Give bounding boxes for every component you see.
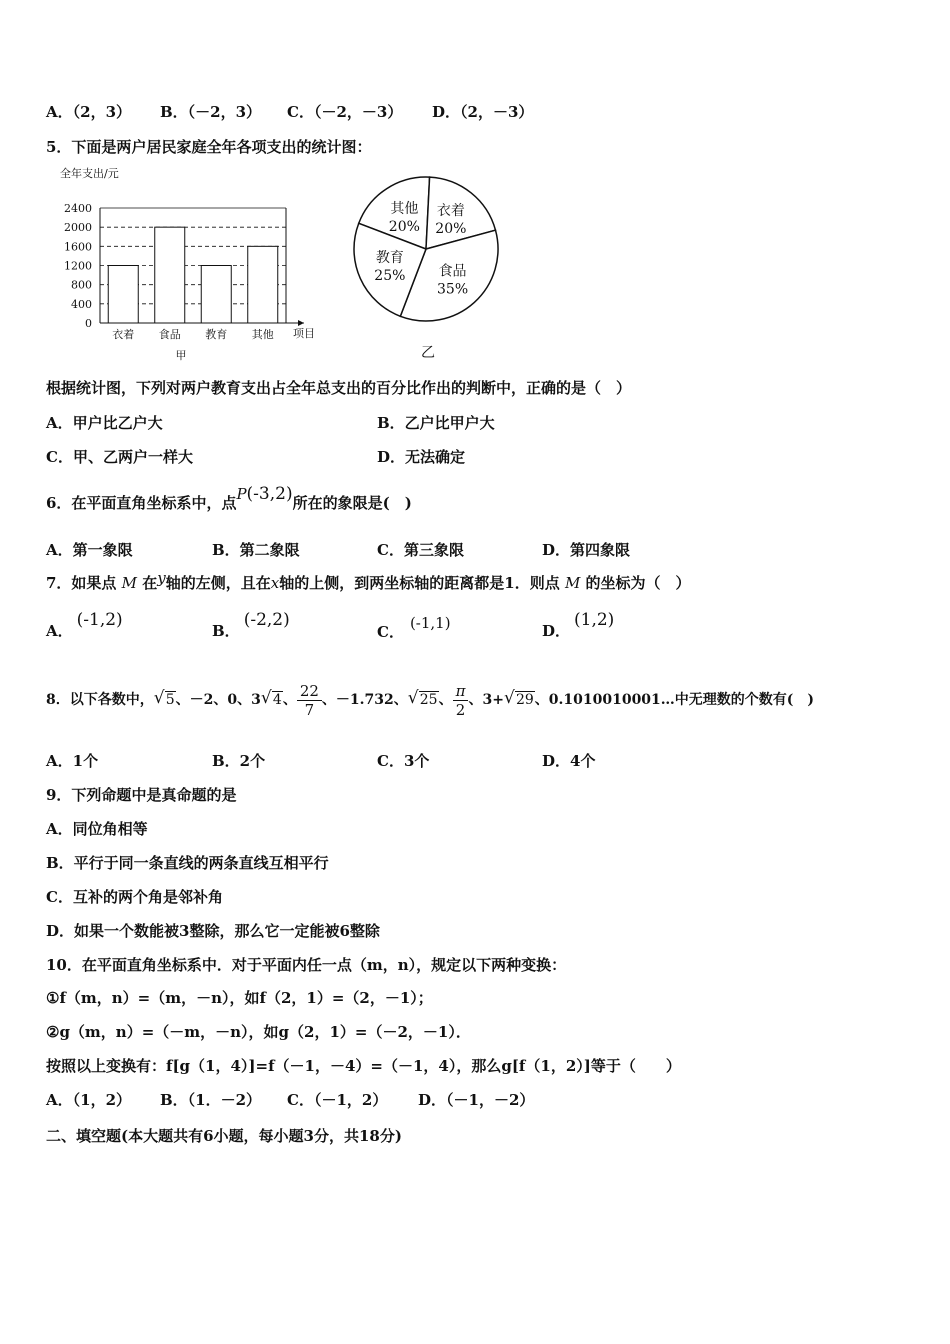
q8-option-b: B．2个 [212, 752, 266, 770]
bar-0 [108, 266, 138, 324]
bar-chart-xtick: 其他 [251, 328, 274, 341]
q6-prefix: 6．在平面直角坐标系中，点 [46, 494, 237, 512]
q8-option-a: A．1个 [46, 752, 99, 770]
q7-option-a-value: (-1,2) [76, 610, 123, 630]
q7-text-3: 轴的左侧，且在 [165, 574, 271, 592]
pie-slice-percent: 20% [435, 221, 467, 238]
q7-option-c-label: C． [377, 623, 404, 641]
q9-option-c: C．互补的两个角是邻补角 [46, 888, 223, 906]
q7-option-a [46, 610, 123, 640]
q7-text-5: 的坐标为（ ） [585, 574, 691, 592]
q5-option-a: A．甲户比乙户大 [46, 414, 163, 432]
q7-option-b-label: B． [212, 622, 240, 640]
q7-point-m: M [121, 574, 138, 592]
pie-chart [348, 163, 508, 363]
q8-text-1: 、－2、0、3 [175, 692, 261, 708]
bar-chart-ylabel: 全年支出/元 [60, 167, 119, 180]
q9-option-a: A．同位角相等 [46, 820, 148, 838]
q5-option-b: B．乙户比甲户大 [377, 414, 495, 432]
q10-example: 按照以上变换有：f[g（1，4）]=f（－1，－4）=（－1，4），那么g[f（1，2）]等于（ ） [46, 1057, 681, 1075]
q8-frac-22-7 [297, 682, 322, 719]
q8-sqrt-5: √ 5 [153, 688, 175, 708]
q8-sqrt-4-value: 4 [272, 692, 282, 708]
q7-option-c-value: (-1,1) [409, 614, 451, 632]
bar-chart-ytick: 1200 [64, 259, 92, 273]
bar-chart-ytick: 800 [71, 278, 92, 292]
q7-option-b-value: (-2,2) [243, 610, 290, 630]
q8-option-d: D．4个 [542, 752, 596, 770]
section-2-title: 二、填空题(本大题共有6小题，每小题3分，共18分) [46, 1127, 402, 1145]
q8-frac-pi-2 [453, 682, 469, 719]
bar-chart-ytick: 1600 [64, 240, 92, 254]
q8-text-5: 、3+ [468, 692, 504, 708]
bar-chart-xtick: 衣着 [112, 328, 135, 341]
pie-chart-caption: 乙 [421, 345, 435, 361]
q7-text-1: 7．如果点 [46, 574, 117, 592]
bar-2 [201, 266, 231, 324]
q7-option-b [212, 610, 290, 640]
q8-sqrt-29: √ 29 [503, 688, 534, 708]
bar-chart-ytick: 2400 [64, 202, 92, 215]
pie-slice-label: 食品 [438, 263, 467, 280]
q9-stem: 9．下列命题中是真命题的是 [46, 786, 237, 804]
q7-point-m-2: M [564, 574, 581, 592]
q8-sqrt-25-value: 25 [419, 692, 438, 708]
q5-option-c: C．甲、乙两户一样大 [46, 448, 193, 466]
q8-frac-22-7-num: 22 [299, 681, 319, 700]
q5-option-d: D．无法确定 [377, 448, 466, 466]
q7-option-d-label: D． [542, 622, 571, 640]
q6-suffix: 所在的象限是( ) [292, 494, 412, 512]
pie-slice-percent: 20% [388, 218, 420, 235]
pie-slice-percent: 25% [374, 268, 406, 285]
q4-option-b: B．（－2，3） [160, 103, 262, 121]
q6-stem [46, 484, 412, 513]
q7-option-d [542, 610, 615, 640]
q8-stem [46, 670, 814, 730]
bar-chart [46, 163, 336, 363]
q6-coords: (-3,2) [246, 484, 293, 504]
q7-axis-y: y [157, 569, 166, 587]
q7-option-d-value: (1,2) [574, 610, 615, 630]
q8-sqrt-25: √ 25 [407, 688, 438, 708]
q10-stem: 10．在平面直角坐标系中．对于平面内任一点（m，n），规定以下两种变换： [46, 956, 567, 974]
q6-option-d: D．第四象限 [542, 541, 631, 559]
q6-point: P [236, 485, 247, 503]
q7-stem [46, 569, 691, 593]
q8-option-c: C．3个 [377, 752, 430, 770]
q5-stem: 5．下面是两户居民家庭全年各项支出的统计图： [46, 138, 372, 156]
q8-sqrt-29-value: 29 [515, 692, 534, 708]
q8-text-2: 、 [282, 692, 297, 708]
bar-chart-xtick: 食品 [158, 328, 181, 341]
q8-frac-pi-2-den: 2 [453, 700, 469, 719]
q5-question: 根据统计图，下列对两户教育支出占全年总支出的百分比作出的判断中，正确的是（ ） [46, 379, 632, 397]
pie-slice-percent: 35% [437, 281, 469, 298]
q8-sqrt-5-value: 5 [165, 692, 175, 708]
q9-option-d: D．如果一个数能被3整除，那么它一定能被6整除 [46, 922, 380, 940]
bar-chart-ytick: 400 [71, 297, 92, 311]
q4-option-d: D．（2，－3） [432, 103, 534, 121]
pie-slice-label: 其他 [390, 200, 419, 217]
bar-chart-xlabel: 项目 [293, 327, 315, 340]
q7-axis-x: x [270, 574, 280, 592]
q10-option-c: C．（－1，2） [287, 1091, 388, 1109]
pie-slice-label: 教育 [375, 250, 404, 267]
bar-3 [248, 246, 278, 323]
q10-rule-2: ②g（m，n）=（－m，－n），如g（2，1）=（－2，－1）． [46, 1023, 471, 1041]
q7-option-a-label: A． [46, 622, 73, 640]
bar-chart-x-axis-arrow [298, 320, 304, 326]
q9-option-b: B．平行于同一条直线的两条直线互相平行 [46, 854, 329, 872]
pie-slice-label: 衣着 [436, 203, 465, 220]
q8-frac-pi-2-num: π [455, 681, 466, 700]
bar-chart-ytick: 2000 [64, 221, 92, 235]
q8-text-3: 、－1.732、 [321, 692, 408, 708]
q7-text-4: 轴的上侧，到两坐标轴的距离都是1．则点 [279, 574, 560, 592]
q7-text-2: 在 [142, 574, 158, 592]
bar-1 [155, 227, 185, 323]
bar-chart-ytick: 0 [85, 317, 92, 330]
q8-sqrt-4: √ 4 [260, 688, 282, 708]
q8-text-6: 、0.1010010001…中无理数的个数有( ) [534, 692, 815, 708]
bar-chart-xtick: 教育 [205, 328, 228, 341]
q10-option-b: B．（1．－2） [160, 1091, 262, 1109]
q6-option-c: C．第三象限 [377, 541, 464, 559]
q8-text-4: 、 [438, 692, 453, 708]
q4-option-a: A．（2，3） [46, 103, 132, 121]
q10-option-a: A．（1，2） [46, 1091, 132, 1109]
q8-frac-22-7-den: 7 [297, 700, 322, 719]
q10-rule-1: ①f（m，n）=（m，－n），如f（2，1）=（2，－1）； [46, 989, 433, 1007]
bar-chart-caption: 甲 [175, 349, 187, 362]
q7-option-c [377, 613, 451, 641]
q10-option-d: D．（－1，－2） [418, 1091, 535, 1109]
q6-option-b: B．第二象限 [212, 541, 300, 559]
q8-prefix: 8．以下各数中， [46, 692, 154, 708]
q6-option-a: A．第一象限 [46, 541, 133, 559]
q4-option-c: C．（－2，－3） [287, 103, 403, 121]
